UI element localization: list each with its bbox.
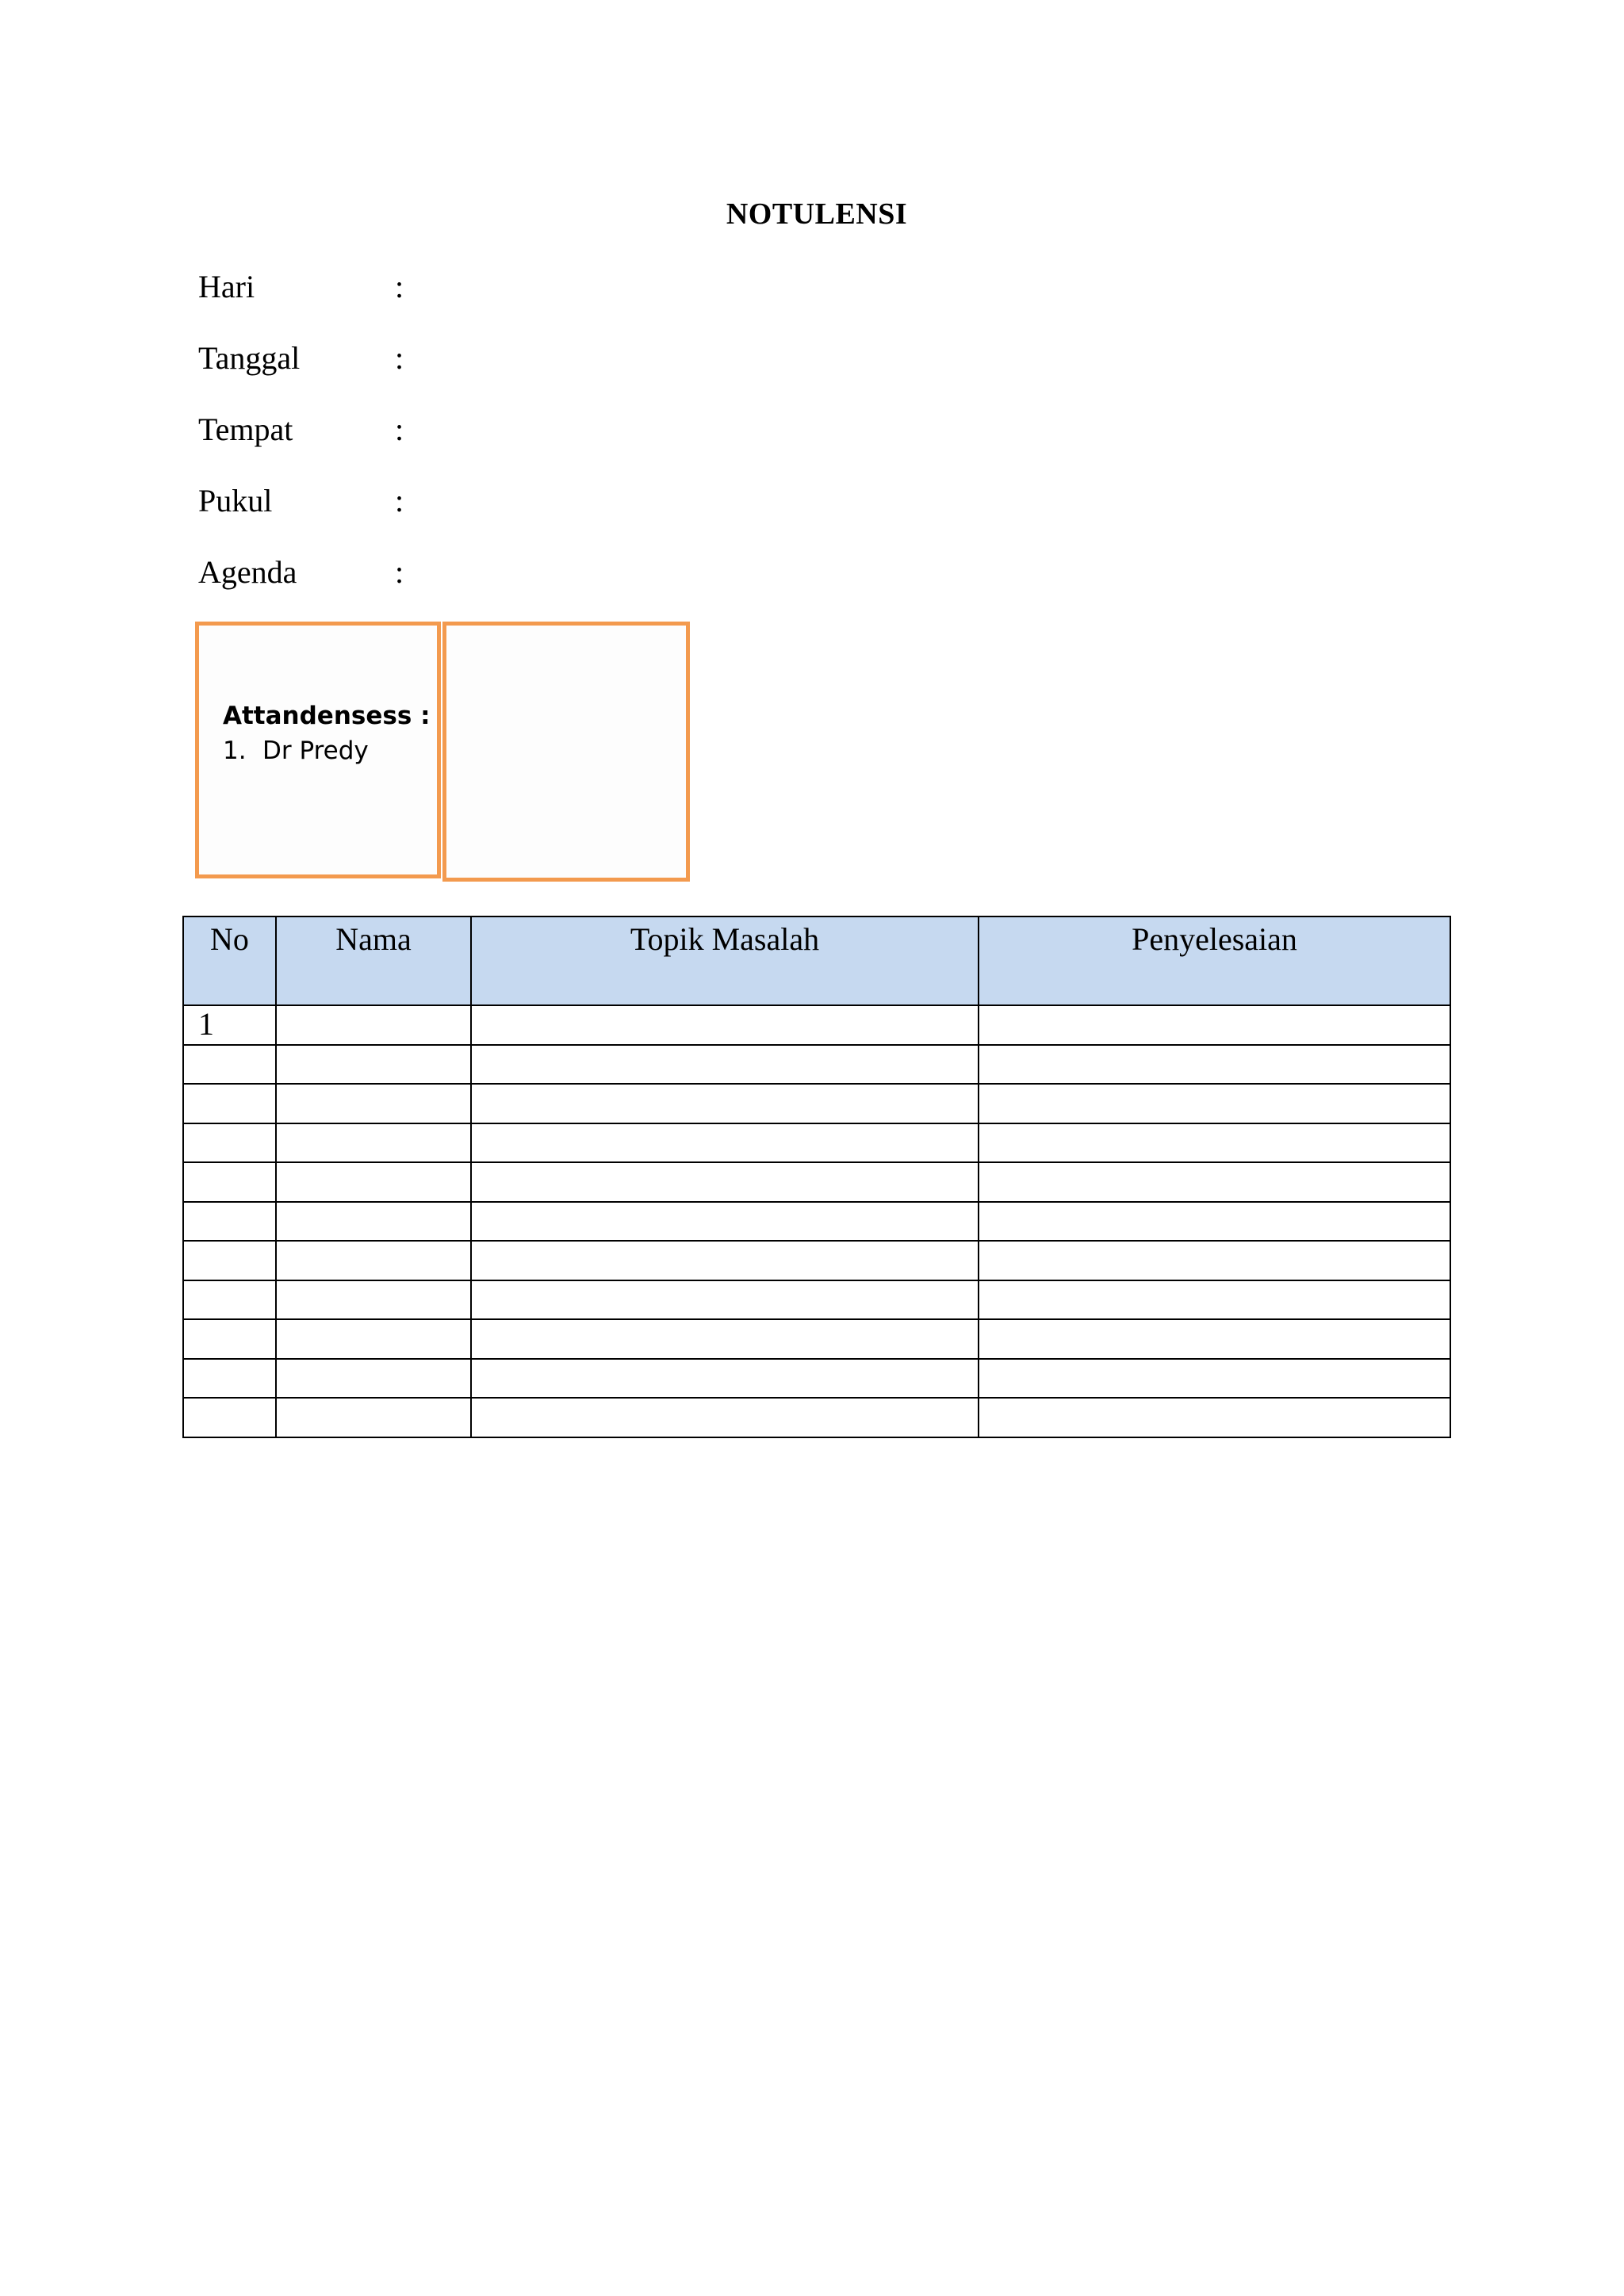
cell-nama[interactable] [276,1162,471,1202]
cell-topik-masalah[interactable] [471,1202,979,1242]
cell-topik-masalah[interactable] [471,1319,979,1359]
cell-penyelesaian[interactable] [979,1123,1450,1163]
table-row [183,1123,1450,1163]
attendees-list [223,737,369,765]
cell-no[interactable] [183,1045,276,1085]
cell-nama[interactable] [276,1045,471,1085]
field-label-tempat: Tempat [198,411,293,447]
cell-no[interactable] [183,1202,276,1242]
cell-penyelesaian[interactable] [979,1005,1450,1045]
attendee-name: Dr Predy [262,737,369,765]
cell-no[interactable] [183,1280,276,1320]
cell-topik-masalah[interactable] [471,1162,979,1202]
header-nama: Nama [276,916,471,1005]
empty-text-box[interactable] [442,622,690,882]
cell-topik-masalah[interactable] [471,1280,979,1320]
cell-nama[interactable] [276,1280,471,1320]
cell-topik-masalah[interactable] [471,1359,979,1399]
cell-no[interactable] [183,1319,276,1359]
cell-no[interactable] [183,1359,276,1399]
table-row [183,1202,1450,1242]
header-topik-masalah: Topik Masalah [471,916,979,1005]
cell-penyelesaian[interactable] [979,1241,1450,1280]
cell-topik-masalah[interactable] [471,1398,979,1437]
cell-topik-masalah[interactable] [471,1084,979,1123]
field-label-agenda: Agenda [198,554,297,590]
attendees-box[interactable] [195,622,441,878]
cell-no[interactable]: 1 [183,1005,276,1045]
cell-topik-masalah[interactable] [471,1123,979,1163]
field-label-hari: Hari [198,269,255,304]
table-body [183,1005,1450,1437]
cell-penyelesaian[interactable] [979,1319,1450,1359]
field-label-pukul: Pukul [198,483,273,519]
field-colon: : [395,483,404,519]
field-label-tanggal: Tanggal [198,340,301,376]
table-row [183,1045,1450,1085]
cell-penyelesaian[interactable] [979,1398,1450,1437]
cell-nama[interactable] [276,1319,471,1359]
table-row [183,1005,1450,1045]
cell-nama[interactable] [276,1005,471,1045]
header-penyelesaian: Penyelesaian [979,916,1450,1005]
cell-topik-masalah[interactable] [471,1005,979,1045]
cell-nama[interactable] [276,1084,471,1123]
cell-nama[interactable] [276,1359,471,1399]
field-colon: : [395,340,404,376]
cell-penyelesaian[interactable] [979,1045,1450,1085]
cell-nama[interactable] [276,1123,471,1163]
cell-penyelesaian[interactable] [979,1202,1450,1242]
table-header-row [183,916,1450,1005]
cell-no[interactable] [183,1241,276,1280]
table-row [183,1319,1450,1359]
table-row [183,1162,1450,1202]
cell-penyelesaian[interactable] [979,1084,1450,1123]
cell-no[interactable] [183,1398,276,1437]
cell-nama[interactable] [276,1241,471,1280]
cell-no[interactable] [183,1123,276,1163]
document-title: NOTULENSI [726,197,908,231]
cell-nama[interactable] [276,1202,471,1242]
cell-penyelesaian[interactable] [979,1162,1450,1202]
minutes-table [182,916,1451,1438]
cell-topik-masalah[interactable] [471,1045,979,1085]
attendee-item [223,737,369,765]
attendee-number: 1. [223,737,247,765]
header-no: No [183,916,276,1005]
table-row [183,1359,1450,1399]
attendees-heading: Attandensess : [223,702,431,730]
field-colon: : [395,554,404,590]
table-row [183,1280,1450,1320]
cell-no[interactable] [183,1084,276,1123]
cell-penyelesaian[interactable] [979,1359,1450,1399]
cell-topik-masalah[interactable] [471,1241,979,1280]
table-row [183,1241,1450,1280]
table-row [183,1398,1450,1437]
table-row [183,1084,1450,1123]
cell-penyelesaian[interactable] [979,1280,1450,1320]
cell-nama[interactable] [276,1398,471,1437]
field-colon: : [395,269,404,304]
cell-no[interactable] [183,1162,276,1202]
field-colon: : [395,411,404,447]
